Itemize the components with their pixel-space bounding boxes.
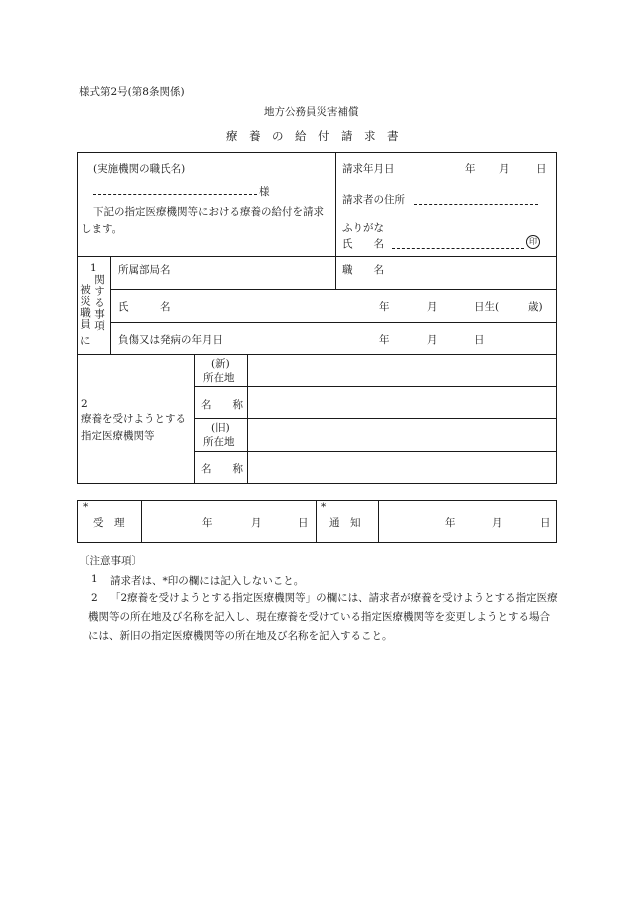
date-month: 月: [499, 163, 510, 175]
name-label: 氏 名: [342, 238, 384, 250]
section1-vlabel-b: 関する事項: [93, 274, 105, 332]
position-label: 職 名: [342, 264, 384, 276]
request-text: 下記の指定医療機関等における療養の給付を請求します。: [81, 206, 324, 235]
agency-title: 地方公務員災害補償: [264, 106, 359, 118]
notify-day: 日: [540, 517, 551, 529]
date-label: 請求年月日: [342, 163, 395, 175]
birth-month: 月: [427, 301, 438, 313]
new-tag: (新): [211, 358, 230, 370]
old-address-label: 所在地: [203, 436, 235, 448]
notify-year: 年: [445, 517, 456, 529]
furigana-label: ふりがな: [342, 222, 384, 234]
note-2-text: 「2療養を受けようとする指定医療機関等」の欄には、請求者が療養を受けようとする指定医療機関等の所在地及び名称を記入し、現在療養を受けている指定医療機関等を変更しようとする場合には、新旧の指定医療機関等の所在地及び名称を記入すること。: [88, 592, 558, 642]
date-day: 日: [536, 163, 547, 175]
section1-vlabel-a: 被災職員: [79, 284, 91, 330]
section1-vlabel-c: に: [80, 335, 91, 347]
section2-number: 2: [81, 398, 88, 410]
birth-year: 年: [379, 301, 390, 313]
new-name-label: 名 称: [201, 399, 243, 411]
accept-month: 月: [251, 517, 262, 529]
notify-asterisk: *: [321, 501, 327, 513]
injury-year: 年: [379, 334, 390, 346]
age-label: 歳): [528, 301, 543, 313]
note-2-number: 2: [91, 592, 98, 604]
old-tag: (旧): [211, 422, 230, 434]
birth-day: 日生(: [474, 301, 500, 313]
note-1-text: 請求者は、*印の欄には記入しないこと。: [110, 575, 305, 587]
page-title: 療 養 の 給 付 請 求 書: [226, 129, 399, 143]
injury-date-label: 負傷又は発病の年月日: [118, 334, 223, 346]
notify-month: 月: [492, 517, 503, 529]
old-name-label: 名 称: [201, 463, 243, 475]
honorific: 様: [259, 186, 270, 198]
section1-number: 1: [90, 262, 97, 274]
dept-label: 所属部局名: [118, 264, 171, 276]
notes-heading: 〔注意事項〕: [79, 555, 142, 567]
injury-day: 日: [474, 334, 485, 346]
employee-name-label: 氏 名: [118, 301, 171, 313]
note-1-number: 1: [91, 573, 98, 585]
receipt-asterisk: *: [83, 501, 89, 513]
address-field[interactable]: [414, 204, 538, 205]
form-number: 様式第2号(第8条関係): [79, 86, 185, 98]
name-field[interactable]: [392, 248, 524, 249]
accept-day: 日: [298, 517, 309, 529]
address-label: 請求者の住所: [342, 194, 405, 206]
seal-mark: 印: [526, 235, 540, 249]
notify-label: 通 知: [329, 517, 361, 529]
injury-month: 月: [427, 334, 438, 346]
date-year: 年: [465, 163, 476, 175]
org-name-field[interactable]: [93, 194, 257, 195]
new-address-label: 所在地: [203, 372, 235, 384]
accept-label: 受 理: [93, 517, 125, 529]
section2-label: 療養を受けようとする指定医療機関等: [81, 413, 186, 442]
org-label: (実施機関の職氏名): [93, 163, 186, 175]
accept-year: 年: [202, 517, 213, 529]
